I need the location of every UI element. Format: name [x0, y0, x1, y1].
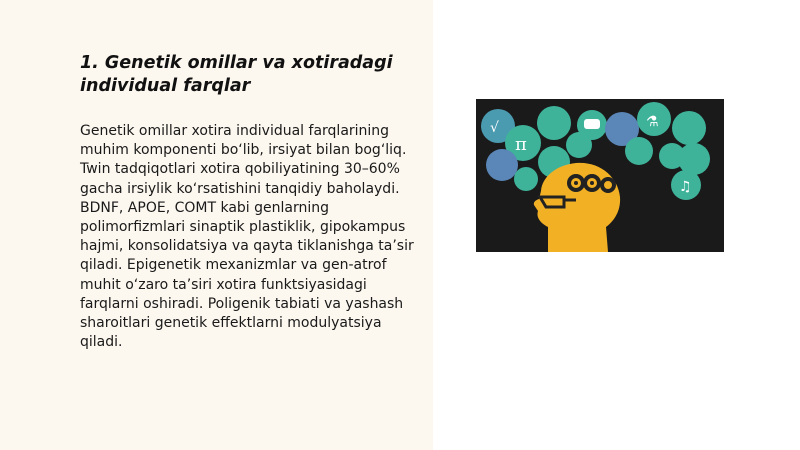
book-icon — [625, 137, 653, 165]
slide-title: 1. Genetik omillar va xotiradagi individual farqlar — [80, 53, 393, 96]
flask-icon — [672, 111, 706, 145]
bubble-icon — [537, 106, 571, 140]
svg-text:♫: ♫ — [679, 179, 692, 195]
slide-body: Genetik omillar xotira individual farqlarining muhim komponenti bo‘lib, irsiyat bilan bog‘liq. Twin tadqiqotlari xotira qobiliyatining 30–60% gacha irsiylik ko‘rsatishini tanqidiy baholaydi. BDNF, APOE, COMT kabi genlarning polimorfizmlari sinaptik plastiklik, gipokampus hajmi, konsolidatsiya va qayta tiklanishga ta’sir qiladi. Epigenetik mexanizmlar va gen-atrof muhit o‘zaro ta’siri xotira funktsiyasidagi farqlarni oshiradi. Poligenik tabiati va yashash sharoitlari genetik effektlarni modulyatsiya qiladi. — [80, 123, 414, 351]
svg-text:√: √ — [490, 120, 499, 136]
blue-bubble-icon — [486, 149, 518, 181]
bubble-icon-small — [566, 132, 592, 158]
brain-ideas-illustration — [476, 99, 724, 252]
bubble-icon-left-low — [514, 167, 538, 191]
svg-text:π: π — [515, 134, 527, 155]
svg-text:⚗: ⚗ — [646, 114, 659, 130]
globe-icon — [678, 143, 710, 175]
